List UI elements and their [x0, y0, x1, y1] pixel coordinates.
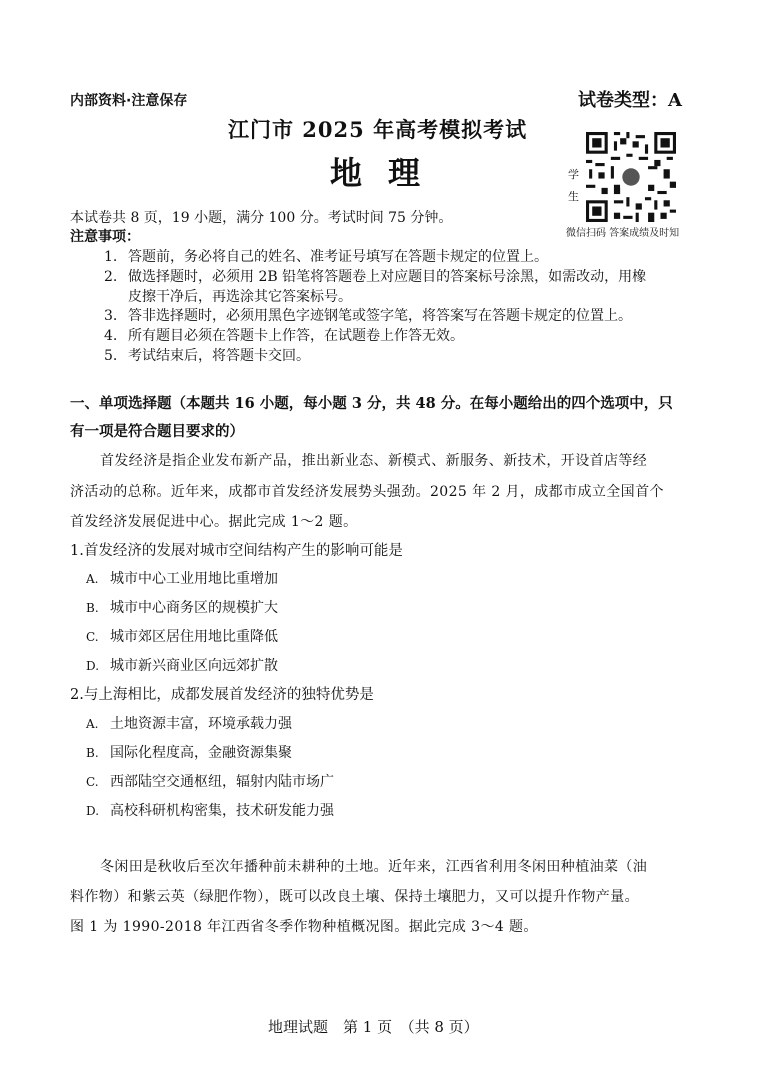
- passage2-line1: 冬闲田是秋收后至次年播种前未耕种的土地。近年来，江西省利用冬闲田种植油菜（油: [100, 859, 648, 875]
- page-footer: 地理试题 第 1 页 （共 8 页）: [268, 1018, 479, 1036]
- qr-code-icon[interactable]: [586, 132, 676, 222]
- question-1-option-a: A. 城市中心工业用地比重增加: [86, 571, 278, 587]
- passage1-line1: 首发经济是指企业发布新产品，推出新业态、新模式、新服务、新技术，开设首店等经: [100, 453, 648, 469]
- note-item-2: 2. 做选择题时，必须用 2B 铅笔将答题卷上对应题目的答案标号涂黑，如需改动，用橡: [104, 269, 647, 285]
- passage1-line3: 首发经济发展促进中心。据此完成 1～2 题。: [70, 514, 358, 530]
- question-2-option-b: B. 国际化程度高，金融资源集聚: [86, 745, 292, 761]
- question-1-option-b: B. 城市中心商务区的规模扩大: [86, 600, 278, 616]
- passage2-line2: 料作物）和紫云英（绿肥作物），既可以改良土壤、保持土壤肥力，又可以提升作物产量。: [70, 889, 639, 905]
- confidential-label: 内部资料·注意保存: [70, 93, 188, 109]
- exam-intro: 本试卷共 8 页，19 小题，满分 100 分。考试时间 75 分钟。: [70, 210, 453, 226]
- note-item-3: 3. 答非选择题时，必须用黑色字迹钢笔或签字笔，将答案写在答题卡规定的位置上。: [104, 308, 632, 324]
- note-item-2-cont: 皮擦干净后，再选涂其它答案标号。: [128, 289, 352, 305]
- note-item-4: 4. 所有题目必须在答题卡上作答，在试题卷上作答无效。: [104, 328, 464, 344]
- notes-heading: 注意事项：: [70, 229, 140, 245]
- qr-side-label-1: 学: [568, 168, 579, 181]
- question-2-option-c: C. 西部陆空交通枢纽，辐射内陆市场广: [86, 774, 334, 790]
- paper-type-label: 试卷类型：A: [578, 90, 682, 111]
- qr-side-label-2: 生: [568, 190, 579, 203]
- subject-title: 地理: [330, 154, 447, 192]
- qr-caption: 微信扫码 答案成绩及时知: [566, 228, 680, 239]
- question-1-stem: 1.首发经济的发展对城市空间结构产生的影响可能是: [70, 543, 403, 559]
- question-1-option-d: D. 城市新兴商业区向远郊扩散: [86, 658, 278, 674]
- note-item-1: 1. 答题前，务必将自己的姓名、准考证号填写在答题卡规定的位置上。: [104, 249, 548, 265]
- section-heading-line1: 一、单项选择题（本题共 16 小题，每小题 3 分，共 48 分。在每小题给出的四个选项中，只: [70, 395, 673, 412]
- note-item-5: 5. 考试结束后，将答题卡交回。: [104, 348, 310, 364]
- exam-title: 江门市 2025 年高考模拟考试: [228, 117, 528, 142]
- passage2-line3: 图 1 为 1990-2018 年江西省冬季作物种植概况图。据此完成 3～4 题。: [70, 919, 538, 935]
- question-1-option-c: C. 城市郊区居住用地比重降低: [86, 629, 278, 645]
- question-2-option-a: A. 土地资源丰富，环境承载力强: [86, 716, 292, 732]
- section-heading-line2: 有一项是符合题目要求的）: [70, 423, 244, 440]
- passage1-line2: 济活动的总称。近年来，成都市首发经济发展势头强劲。2025 年 2 月，成都市成立全国首个: [70, 484, 664, 500]
- question-2-option-d: D. 高校科研机构密集，技术研发能力强: [86, 803, 334, 819]
- question-2-stem: 2.与上海相比，成都发展首发经济的独特优势是: [70, 687, 374, 703]
